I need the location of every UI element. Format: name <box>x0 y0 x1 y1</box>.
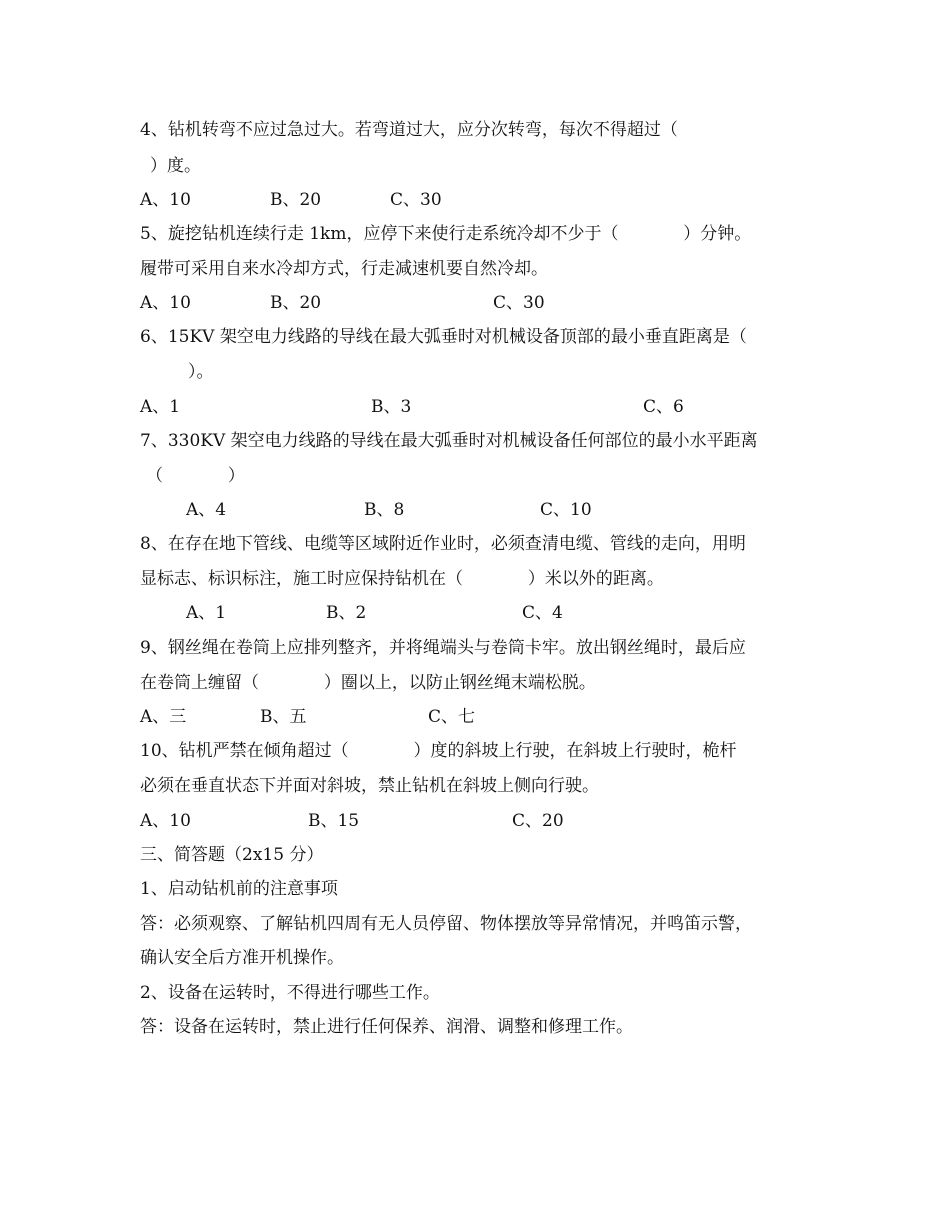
text-line: C、30 <box>390 190 442 210</box>
text-line: A、10 <box>140 811 191 831</box>
text-line: C、6 <box>643 397 684 417</box>
text-line: 4、钻机转弯不应过急过大。若弯道过大，应分次转弯，每次不得超过（ <box>140 120 678 140</box>
text-line: 1、启动钻机前的注意事项 <box>140 879 338 899</box>
text-line: 答：设备在运转时，禁止进行任何保养、润滑、调整和修理工作。 <box>140 1017 633 1037</box>
text-line: 10、钻机严禁在倾角超过（ ）度的斜坡上行驶，在斜坡上行驶时，桅杆 <box>140 741 737 761</box>
text-line: C、10 <box>540 500 592 520</box>
text-line: A、1 <box>140 397 181 417</box>
text-line: C、七 <box>428 707 476 727</box>
text-line: 三、简答题（2x15 分） <box>140 845 324 865</box>
text-line: C、20 <box>512 811 564 831</box>
text-line: 履带可采用自来水冷却方式，行走减速机要自然冷却。 <box>140 259 548 279</box>
text-line: 8、在存在地下管线、电缆等区域附近作业时，必须查清电缆、管线的走向，用明 <box>140 534 746 554</box>
text-line: B、3 <box>371 397 412 417</box>
text-line: 7、330KV 架空电力线路的导线在最大弧垂时对机械设备任何部位的最小水平距离 <box>140 431 758 451</box>
text-line: B、20 <box>270 293 322 313</box>
text-line: A、1 <box>186 603 227 623</box>
text-line: A、10 <box>140 190 191 210</box>
text-line: B、五 <box>260 707 307 727</box>
text-line: 显标志、标识标注，施工时应保持钻机在（ ）米以外的距离。 <box>140 569 664 589</box>
text-line: 5、旋挖钻机连续行走 1km，应停下来使行走系统冷却不少于（ ）分钟。 <box>140 224 752 244</box>
text-line: B、15 <box>308 811 360 831</box>
text-line: 6、15KV 架空电力线路的导线在最大弧垂时对机械设备顶部的最小垂直距离是（ <box>140 327 747 347</box>
text-line: C、4 <box>522 603 563 623</box>
text-line: B、2 <box>326 603 367 623</box>
text-line: 必须在垂直状态下并面对斜坡，禁止钻机在斜坡上侧向行驶。 <box>140 776 599 796</box>
text-line: C、30 <box>493 293 545 313</box>
text-line: ）。 <box>188 362 214 382</box>
text-line: A、三 <box>140 707 187 727</box>
text-line: B、20 <box>270 190 322 210</box>
text-line: A、4 <box>186 500 227 520</box>
text-line: B、8 <box>364 500 405 520</box>
text-line: 9、钢丝绳在卷筒上应排列整齐，并将绳端头与卷筒卡牢。放出钢丝绳时，最后应 <box>140 638 746 658</box>
text-line: 2、设备在运转时，不得进行哪些工作。 <box>140 983 440 1003</box>
text-line: 在卷筒上缠留（ ）圈以上，以防止钢丝绳末端松脱。 <box>140 673 596 693</box>
text-line: （ ） <box>146 466 245 486</box>
text-line: A、10 <box>140 293 191 313</box>
text-line: 答：必须观察、了解钻机四周有无人员停留、物体摆放等异常情况，并鸣笛示警， <box>140 914 752 934</box>
text-line: ）度。 <box>150 156 201 176</box>
text-line: 确认安全后方准开机操作。 <box>140 948 344 968</box>
